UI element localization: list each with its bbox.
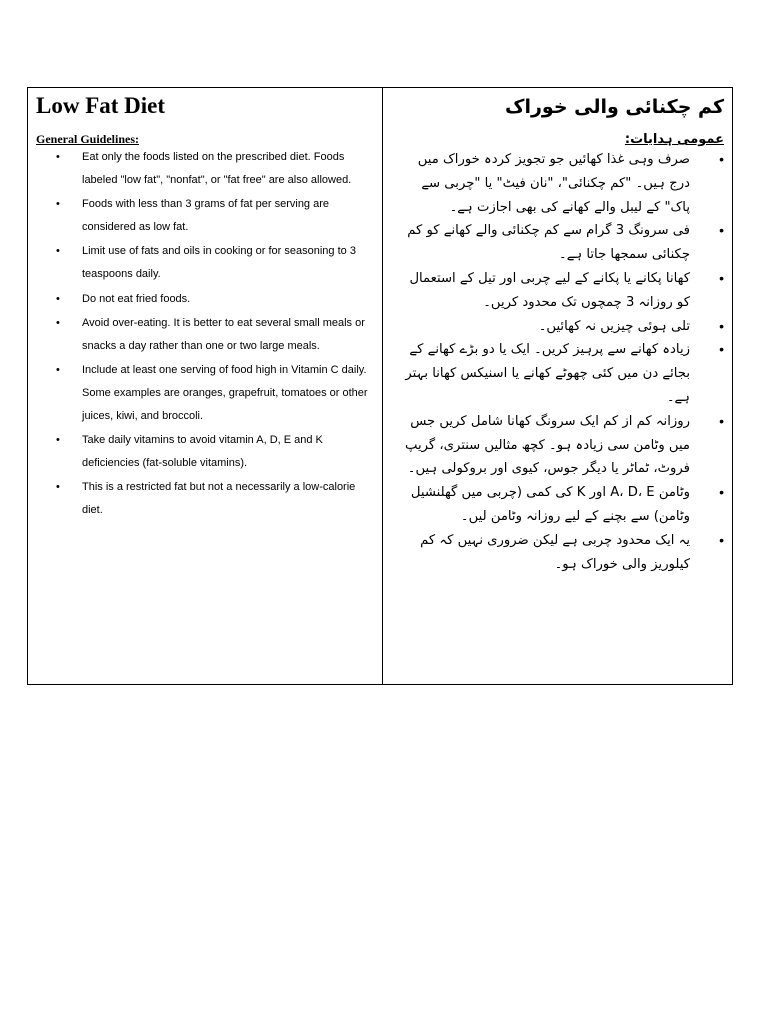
list-item-text: تلی ہوئی چیزیں نہ کھائیں۔ — [538, 318, 690, 334]
list-item-text: Limit use of fats and oils in cooking or for seasoning to 3 teaspoons daily. — [82, 245, 356, 281]
list-item — [36, 193, 376, 239]
list-item-text: وٹامن A، D، E اور K کی کمی (چربی میں گھلنشیل وٹامن) سے بچنے کے لیے روزانہ وٹامن لیں۔ — [410, 485, 690, 524]
list-item-text: فی سرونگ 3 گرام سے کم چکنائی والے کھانے کو کم چکنائی سمجھا جاتا ہے۔ — [407, 223, 690, 263]
list-item — [391, 481, 724, 529]
list-item-text: یہ ایک محدود چربی ہے لیکن ضروری نہیں کہ کم کیلوریز والی خوراک ہو۔ — [420, 532, 690, 572]
bullet-icon: • — [56, 481, 60, 494]
list-item — [36, 476, 376, 522]
list-item-text: روزانہ کم از کم ایک سرونگ کھانا شامل کریں جس میں وٹامن سی زیادہ ہو۔ کچھ مثالیں سنتری، گریپ فروٹ، ٹماٹر یا دیگر جوس، کیوی اور بروکولی ہیں۔ — [405, 413, 690, 477]
list-item — [391, 148, 724, 219]
list-item-text: Take daily vitamins to avoid vitamin A, D, E and K deficiencies (fat-soluble vitamins). — [82, 434, 323, 469]
bullet-icon: • — [719, 317, 724, 334]
bullet-icon: • — [719, 484, 724, 501]
list-item — [391, 529, 724, 577]
list-item — [391, 338, 724, 409]
bullet-icon: • — [56, 245, 60, 258]
list-item — [36, 429, 376, 475]
list-item — [36, 240, 376, 286]
bullet-icon: • — [56, 364, 60, 377]
list-item-text: Include at least one serving of food high in Vitamin C daily. Some examples are oranges, grapefruit, tomatoes or other juices, kiwi, and broccoli. — [82, 364, 368, 422]
list-item — [391, 315, 724, 339]
bullet-icon: • — [719, 341, 724, 358]
list-item — [391, 219, 724, 267]
bullet-icon: • — [56, 316, 60, 329]
list-item-text: Eat only the foods listed on the prescribed diet. Foods labeled "low fat", "nonfat", or "fat free" are also allowed. — [82, 151, 352, 186]
list-item-text: Do not eat fried foods. — [82, 292, 191, 305]
urdu-title: کم چکنائی والی خوراک — [505, 96, 724, 118]
list-item-text: Foods with less than 3 grams of fat per serving are considered as low fat. — [82, 198, 330, 233]
diet-table — [27, 87, 733, 685]
bullet-icon: • — [719, 151, 724, 167]
list-item — [391, 267, 724, 315]
english-column — [28, 88, 383, 684]
list-item-text: Avoid over-eating. It is better to eat several small meals or snacks a day rather than one or two large meals. — [82, 316, 365, 352]
english-subheading: General Guidelines: — [36, 132, 139, 146]
urdu-subheading: عمومی ہدایات: — [624, 132, 724, 147]
list-item — [36, 312, 376, 358]
bullet-icon: • — [719, 269, 724, 286]
english-guidelines-list — [36, 146, 376, 522]
list-item — [36, 359, 376, 427]
list-item-text: صرف وہی غذا کھائیں جو تجویز کردہ خوراک میں درج ہیں۔ "کم چکنائی"، "نان فیٹ" یا "چربی سے پاک" کے لیبل والے کھانے کی بھی اجازت ہے۔ — [417, 152, 690, 215]
list-item-text: زیادہ کھانے سے پرہیز کریں۔ ایک یا دو بڑے کھانے کے بجائے دن میں کئی چھوٹے کھانے یا اسنیکس کھانا بہتر ہے۔ — [405, 342, 690, 405]
urdu-guidelines-list — [391, 148, 724, 576]
bullet-icon: • — [56, 151, 60, 163]
bullet-icon: • — [719, 412, 724, 429]
urdu-column — [383, 88, 732, 684]
list-item — [391, 410, 724, 481]
list-item — [36, 288, 376, 311]
list-item — [36, 146, 376, 192]
bullet-icon: • — [56, 292, 60, 305]
bullet-icon: • — [719, 222, 724, 239]
english-title: Low Fat Diet — [36, 93, 166, 118]
list-item-text: This is a restricted fat but not a necessarily a low-calorie diet. — [82, 481, 356, 517]
bullet-icon: • — [719, 531, 724, 548]
bullet-icon: • — [56, 198, 60, 211]
list-item-text: کھانا پکانے یا پکانے کے لیے چربی اور تیل کے استعمال کو روزانہ 3 چمچوں تک محدود کریں۔ — [409, 270, 690, 310]
bullet-icon: • — [56, 434, 60, 447]
